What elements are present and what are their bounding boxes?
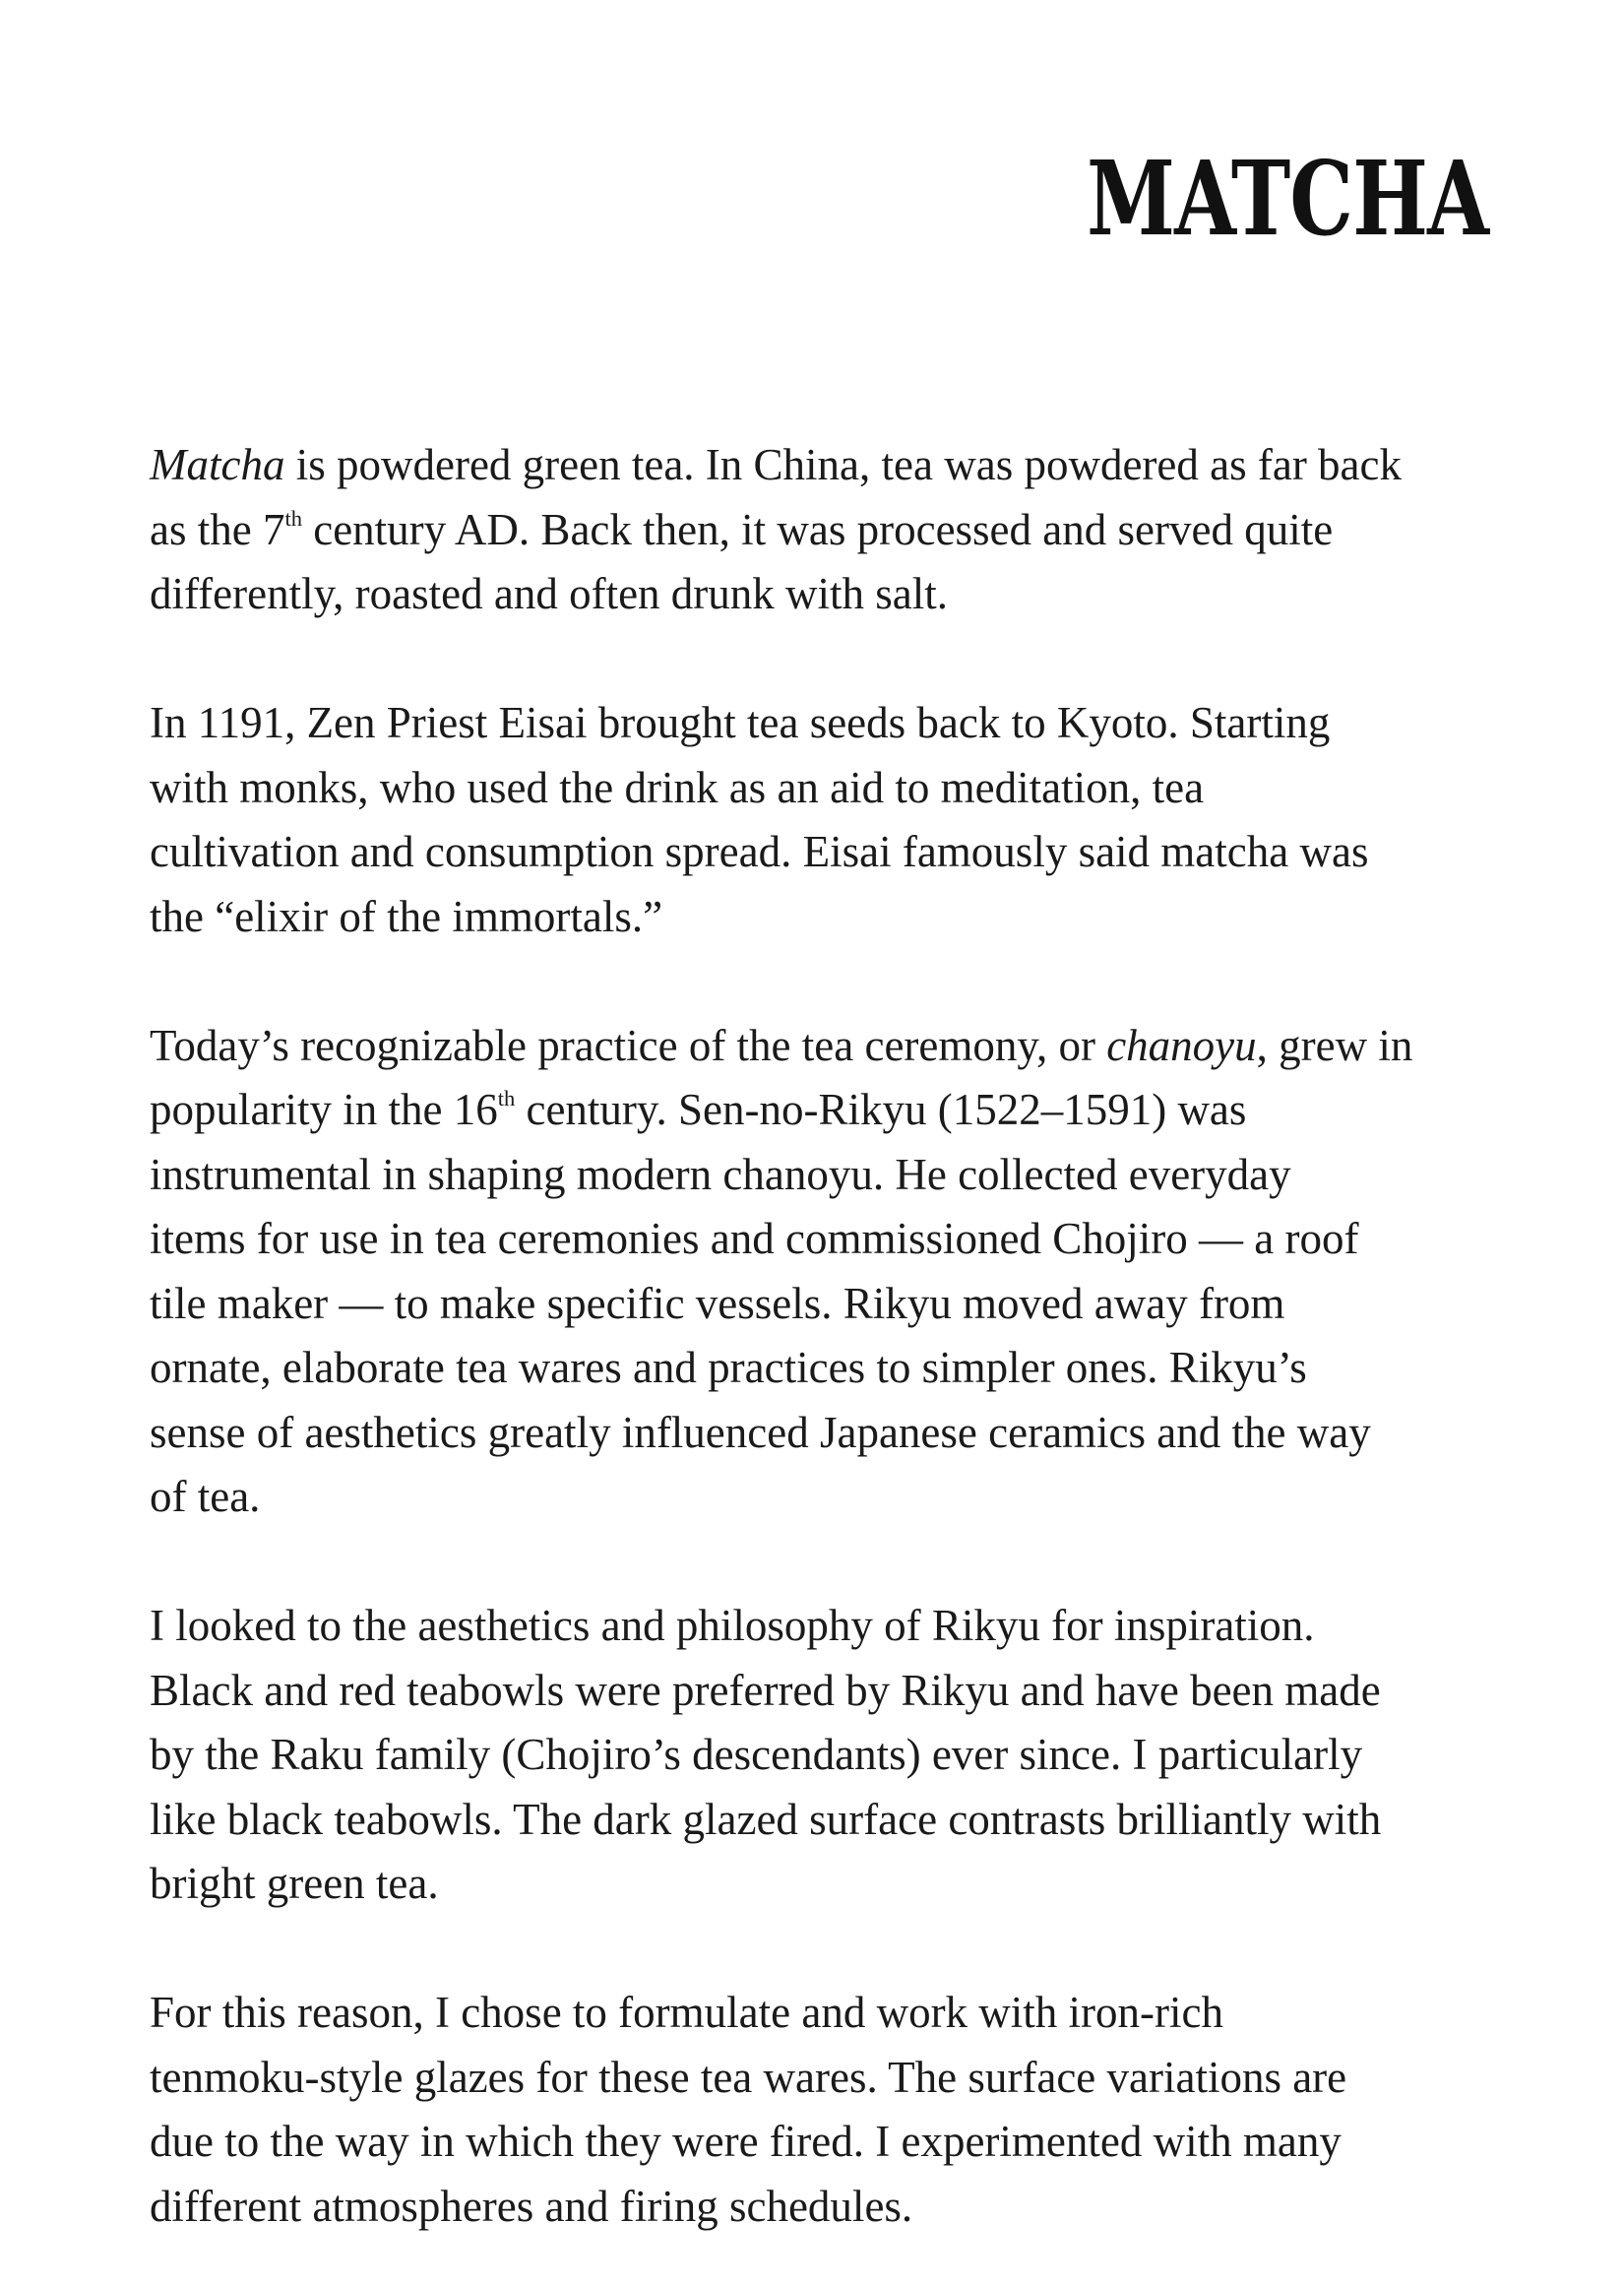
italic-term: Matcha — [150, 440, 285, 489]
text-line: I looked to the aesthetics and philosophy of Rikyu for inspiration. — [150, 1601, 1315, 1650]
text-line: by the Raku family (Chojiro’s descendants) ever since. I particularly — [150, 1730, 1363, 1779]
text-line: differently, roasted and often drunk with salt. — [150, 569, 949, 618]
paragraph-chanoyu — [150, 1014, 1498, 1530]
text-line: tile maker — to make specific vessels. Rikyu moved away from — [150, 1278, 1285, 1328]
text-line: tenmoku-style glazes for these tea wares. The surface variations are — [150, 2052, 1347, 2102]
text-line: sense of aesthetics greatly influenced Japanese ceramics and the way — [150, 1407, 1371, 1457]
text-line: the “elixir of the immortals.” — [150, 891, 663, 941]
page-title: MATCHA — [1086, 138, 1488, 259]
ordinal-superscript: th — [284, 505, 302, 531]
text-line: bright green tea. — [150, 1859, 439, 1908]
text-line: with monks, who used the drink as an aid to meditation, tea — [150, 762, 1205, 812]
text-line: popularity in the 16th century. Sen-no-Rikyu (1522–1591) was — [150, 1085, 1247, 1134]
text-line: Matcha is powdered green tea. In China, tea was powdered as far back — [150, 440, 1403, 489]
body-text — [150, 433, 1498, 2239]
text-line: In 1191, Zen Priest Eisai brought tea seeds back to Kyoto. Starting — [150, 698, 1331, 747]
paragraph-glazes — [150, 1981, 1498, 2239]
text-line: cultivation and consumption spread. Eisai famously said matcha was — [150, 827, 1369, 876]
ordinal-superscript: th — [497, 1085, 516, 1111]
text-line: items for use in tea ceremonies and commissioned Chojiro — a roof — [150, 1214, 1359, 1263]
text-line: instrumental in shaping modern chanoyu. He collected everyday — [150, 1149, 1291, 1199]
text-line: of tea. — [150, 1472, 261, 1521]
paragraph-eisai — [150, 691, 1498, 949]
paragraph-inspiration — [150, 1594, 1498, 1917]
text-line: as the 7th century AD. Back then, it was processed and served quite — [150, 504, 1334, 554]
text-line: like black teabowls. The dark glazed surface contrasts brilliantly with — [150, 1794, 1382, 1844]
italic-term: chanoyu — [1106, 1020, 1257, 1070]
text-line: different atmospheres and firing schedules. — [150, 2181, 913, 2231]
paragraph-matcha-intro — [150, 433, 1498, 627]
text-line: Black and red teabowls were preferred by Rikyu and have been made — [150, 1665, 1381, 1715]
text-line: For this reason, I chose to formulate and work with iron-rich — [150, 1988, 1223, 2037]
text-line: Today’s recognizable practice of the tea ceremony, or chanoyu, grew in — [150, 1020, 1413, 1070]
text-line: due to the way in which they were fired. I experimented with many — [150, 2117, 1342, 2166]
text-line: ornate, elaborate tea wares and practices to simpler ones. Rikyu’s — [150, 1343, 1307, 1392]
